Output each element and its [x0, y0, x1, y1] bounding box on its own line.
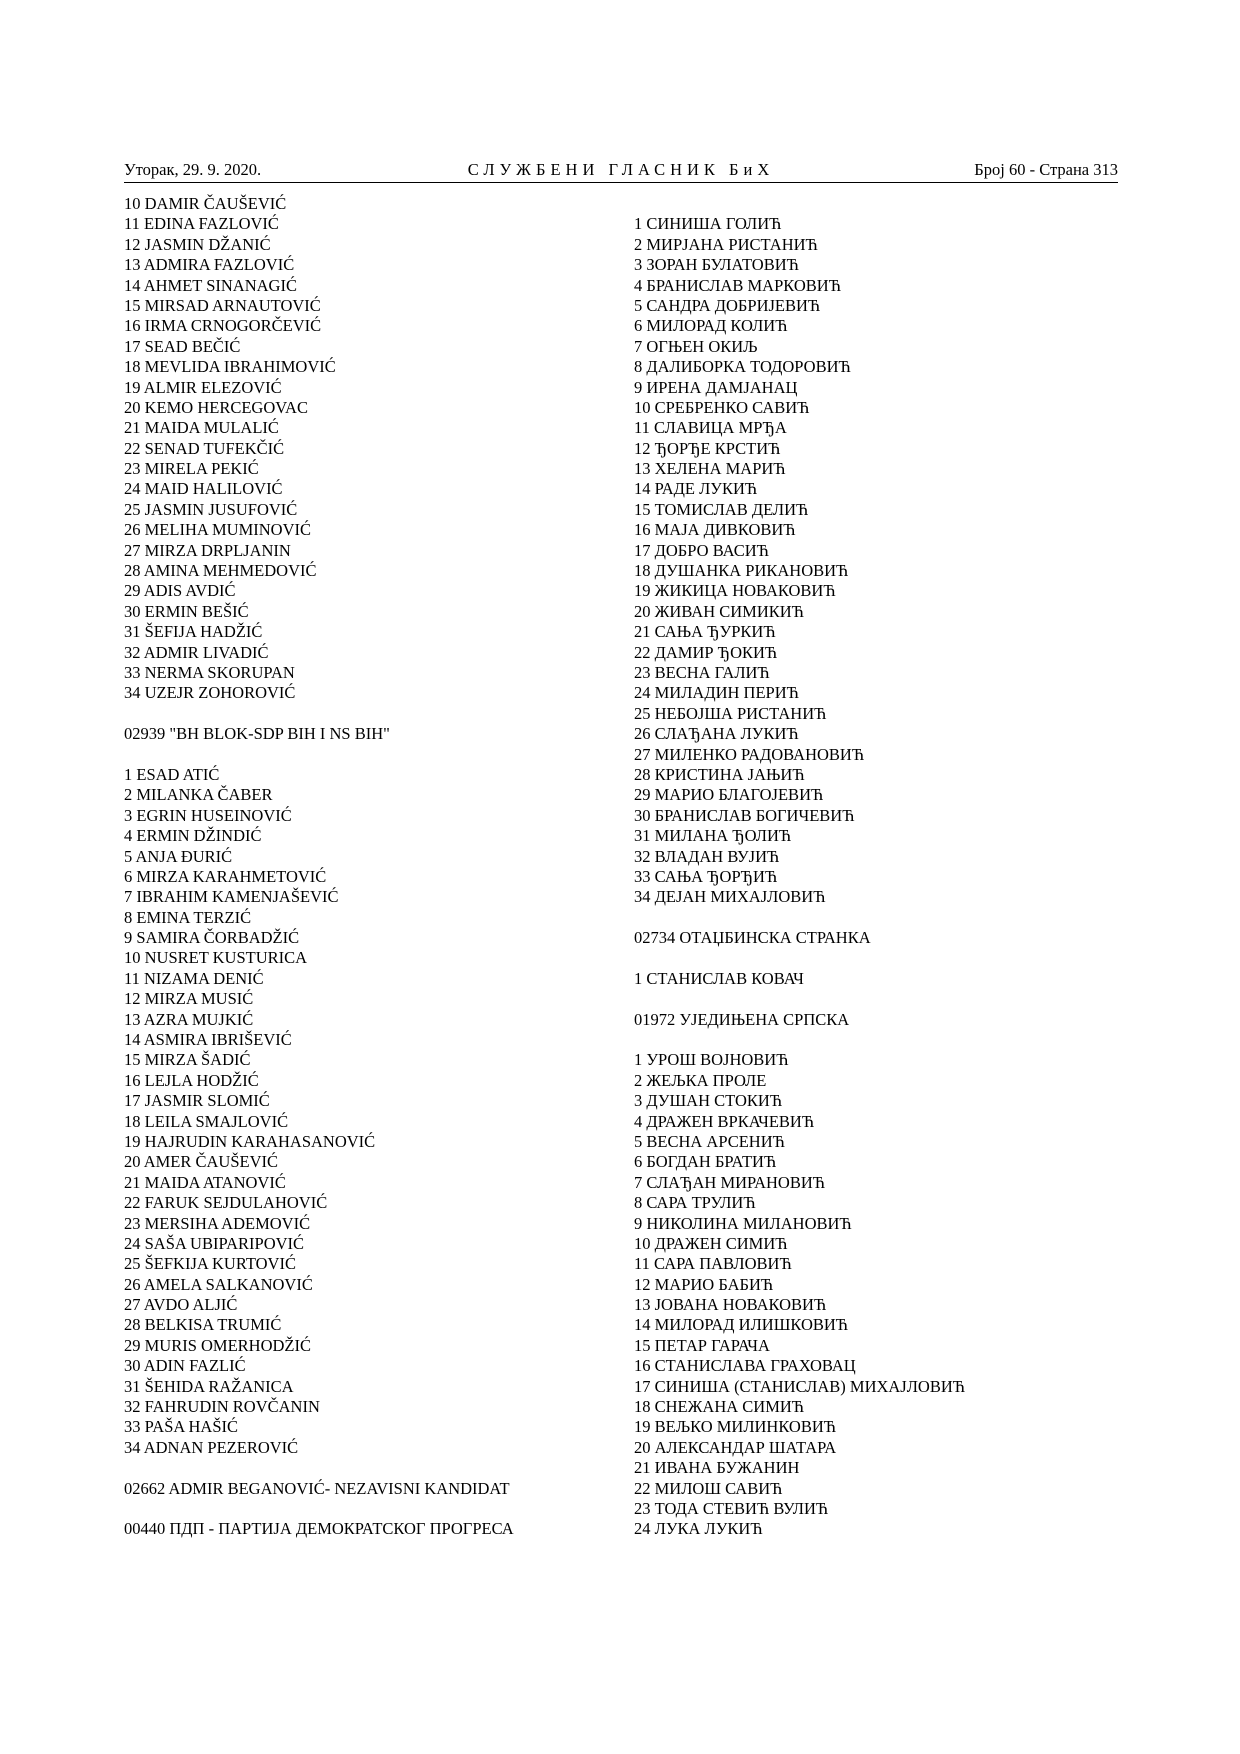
- candidate-entry: 21 MAIDA ATANOVIĆ: [124, 1172, 286, 1192]
- candidate-entry: 33 NERMA SKORUPAN: [124, 662, 295, 682]
- candidate-entry: 17 SEAD BEČIĆ: [124, 336, 241, 356]
- candidate-entry: 25 ŠEFKIJA KURTOVIĆ: [124, 1254, 296, 1274]
- blank-line: [124, 1499, 604, 1519]
- candidate-entry: 13 ADMIRA FAZLOVIĆ: [124, 255, 295, 275]
- candidate-entry: 31 МИЛАНА ЂОЛИЋ: [634, 826, 792, 846]
- candidate-entry: 16 СТАНИСЛАВА ГРАХОВАЦ: [634, 1356, 856, 1376]
- candidate-entry: 23 MERSIHA ADEMOVIĆ: [124, 1213, 311, 1233]
- candidate-entry: 14 AHMET SINANAGIĆ: [124, 275, 297, 295]
- candidate-entry: 17 ДОБРО ВАСИЋ: [634, 540, 769, 560]
- blank-line: [634, 989, 1114, 1009]
- candidate-entry: 25 НЕБОЈША РИСТАНИЋ: [634, 703, 827, 723]
- candidate-entry: 3 ДУШАН СТОКИЋ: [634, 1091, 783, 1111]
- candidate-entry: 15 ПЕТАР ГАРАЧА: [634, 1335, 770, 1355]
- party-heading: 00440 ПДП - ПАРТИЈА ДЕМОКРАТСКОГ ПРОГРЕСА: [124, 1519, 514, 1539]
- candidate-entry: 21 ИВАНА БУЖАНИН: [634, 1458, 800, 1478]
- candidate-entry: 26 AMELA SALKANOVIĆ: [124, 1274, 313, 1294]
- page-header: [124, 158, 1118, 183]
- candidate-entry: 16 IRMA CRNOGORČEVIĆ: [124, 316, 322, 336]
- candidate-entry: 32 ВЛАДАН ВУЈИЋ: [634, 846, 780, 866]
- candidate-entry: 16 LEJLA HODŽIĆ: [124, 1070, 259, 1090]
- candidate-entry: 22 МИЛОШ САВИЋ: [634, 1478, 783, 1498]
- candidate-entry: 13 ЈОВАНА НОВАКОВИЋ: [634, 1295, 827, 1315]
- candidate-entry: 1 СТАНИСЛАВ КОВАЧ: [634, 968, 804, 988]
- candidate-entry: 27 МИЛЕНКО РАДОВАНОВИЋ: [634, 744, 865, 764]
- candidate-entry: 30 ADIN FAZLIĆ: [124, 1356, 246, 1376]
- party-heading: 02662 ADMIR BEGANOVIĆ- NEZAVISNI KANDIDAT: [124, 1478, 510, 1498]
- candidate-entry: 10 ДРАЖЕН СИМИЋ: [634, 1233, 788, 1253]
- candidate-entry: 25 JASMIN JUSUFOVIĆ: [124, 499, 298, 519]
- candidate-entry: 1 ESAD ATIĆ: [124, 764, 220, 784]
- candidate-entry: 34 ДЕЈАН МИХАЈЛОВИЋ: [634, 887, 826, 907]
- candidate-entry: 1 СИНИША ГОЛИЋ: [634, 214, 782, 234]
- candidate-entry: 5 ANJA ĐURIĆ: [124, 846, 233, 866]
- blank-line: [634, 948, 1114, 968]
- candidate-entry: 24 ЛУКА ЛУКИЋ: [634, 1519, 763, 1539]
- blank-line: [634, 1030, 1114, 1050]
- candidate-entry: 11 САРА ПАВЛОВИЋ: [634, 1254, 792, 1274]
- candidate-entry: 20 ЖИВАН СИМИКИЋ: [634, 601, 804, 621]
- header-publication-title: СЛУЖБЕНИ ГЛАСНИК БиХ: [467, 160, 775, 179]
- candidate-entry: 27 MIRZA DRPLJANIN: [124, 540, 291, 560]
- candidate-entry: 4 ERMIN DŽINDIĆ: [124, 826, 262, 846]
- candidate-entry: 23 ВЕСНА ГАЛИЋ: [634, 662, 770, 682]
- candidate-entry: 29 МАРИО БЛАГОЈЕВИЋ: [634, 785, 824, 805]
- candidate-entry: 13 ХЕЛЕНА МАРИЋ: [634, 459, 786, 479]
- blank-line: [124, 1458, 604, 1478]
- blank-line: [634, 908, 1114, 928]
- candidate-entry: 34 UZEJR ZOHOROVIĆ: [124, 683, 296, 703]
- candidate-entry: 27 AVDO ALJIĆ: [124, 1295, 238, 1315]
- candidate-entry: 9 SAMIRA ČORBADŽIĆ: [124, 928, 300, 948]
- candidate-entry: 7 IBRAHIM KAMENJAŠEVIĆ: [124, 887, 339, 907]
- candidate-entry: 22 ДАМИР ЂОКИЋ: [634, 642, 778, 662]
- party-heading: 02939 "BH BLOK-SDP BIH I NS BIH": [124, 724, 390, 744]
- candidate-entry: 12 МАРИО БАБИЋ: [634, 1274, 774, 1294]
- candidate-entry: 32 ADMIR LIVADIĆ: [124, 642, 269, 662]
- candidate-entry: 12 ЂОРЂЕ КРСТИЋ: [634, 438, 781, 458]
- header-page-info: Број 60 - Страна 313: [974, 160, 1118, 179]
- candidate-entry: 18 LEILA SMAJLOVIĆ: [124, 1111, 289, 1131]
- candidate-entry: 18 СНЕЖАНА СИМИЋ: [634, 1397, 805, 1417]
- candidate-entry: 2 ЖЕЉКА ПРОЛЕ: [634, 1070, 767, 1090]
- candidate-entry: 3 ЗОРАН БУЛАТОВИЋ: [634, 255, 799, 275]
- candidate-entry: 19 ALMIR ELEZOVIĆ: [124, 377, 282, 397]
- candidate-entry: 31 ŠEHIDA RAŽANICA: [124, 1376, 294, 1396]
- candidate-entry: 17 JASMIR SLOMIĆ: [124, 1091, 270, 1111]
- candidate-entry: 14 МИЛОРАД ИЛИШКОВИЋ: [634, 1315, 849, 1335]
- candidate-entry: 19 ВЕЉКО МИЛИНКОВИЋ: [634, 1417, 837, 1437]
- candidate-entry: 18 MEVLIDA IBRAHIMOVIĆ: [124, 357, 336, 377]
- candidate-entry: 21 MAIDA MULALIĆ: [124, 418, 279, 438]
- blank-line: [124, 704, 604, 724]
- candidate-entry: 14 ASMIRA IBRIŠEVIĆ: [124, 1030, 292, 1050]
- candidate-entry: 3 EGRIN HUSEINOVIĆ: [124, 805, 292, 825]
- right-column: [634, 194, 1114, 1540]
- candidate-entry: 23 MIRELA PEKIĆ: [124, 459, 259, 479]
- candidate-entry: 10 NUSRET KUSTURICA: [124, 948, 308, 968]
- candidate-entry: 26 СЛАЂАНА ЛУКИЋ: [634, 724, 799, 744]
- candidate-entry: 15 MIRZA ŠADIĆ: [124, 1050, 251, 1070]
- candidate-entry: 22 FARUK SEJDULAHOVIĆ: [124, 1193, 328, 1213]
- candidate-entry: 33 PAŠA HAŠIĆ: [124, 1417, 239, 1437]
- candidate-entry: 2 MILANKA ČABER: [124, 785, 273, 805]
- candidate-entry: 28 BELKISA TRUMIĆ: [124, 1315, 282, 1335]
- candidate-entry: 14 РАДЕ ЛУКИЋ: [634, 479, 758, 499]
- candidate-entry: 16 МАЈА ДИВКОВИЋ: [634, 520, 796, 540]
- blank-line: [634, 194, 1114, 214]
- blank-line: [124, 745, 604, 765]
- candidate-entry: 7 ОГЊЕН ОКИЉ: [634, 336, 758, 356]
- candidate-entry: 9 ИРЕНА ДАМЈАНАЦ: [634, 377, 798, 397]
- candidate-entry: 7 СЛАЂАН МИРАНОВИЋ: [634, 1172, 825, 1192]
- candidate-entry: 30 ERMIN BEŠIĆ: [124, 601, 249, 621]
- candidate-entry: 10 СРЕБРЕНКО САВИЋ: [634, 397, 810, 417]
- candidate-entry: 5 САНДРА ДОБРИЈЕВИЋ: [634, 295, 821, 315]
- candidate-entry: 12 MIRZA MUSIĆ: [124, 989, 254, 1009]
- candidate-entry: 15 MIRSAD ARNAUTOVIĆ: [124, 295, 321, 315]
- left-column: [124, 194, 604, 1540]
- candidate-entry: 33 САЊА ЂОРЂИЋ: [634, 866, 778, 886]
- candidate-entry: 29 ADIS AVDIĆ: [124, 581, 236, 601]
- header-date: Уторак, 29. 9. 2020.: [124, 160, 262, 179]
- party-heading: 02734 ОТАЏБИНСКА СТРАНКА: [634, 928, 871, 948]
- candidate-entry: 5 ВЕСНА АРСЕНИЋ: [634, 1131, 785, 1151]
- candidate-entry: 21 САЊА ЂУРКИЋ: [634, 622, 776, 642]
- candidate-entry: 31 ŠEFIJA HADŽIĆ: [124, 622, 263, 642]
- candidate-entry: 19 ЖИКИЦА НОВАКОВИЋ: [634, 581, 836, 601]
- candidate-entry: 11 СЛАВИЦА МРЂА: [634, 418, 787, 438]
- candidate-entry: 8 ДАЛИБОРКА ТОДОРОВИЋ: [634, 357, 851, 377]
- candidate-entry: 19 HAJRUDIN KARAHASANOVIĆ: [124, 1131, 376, 1151]
- candidate-entry: 20 AMER ČAUŠEVIĆ: [124, 1152, 279, 1172]
- candidate-entry: 22 SENAD TUFEKČIĆ: [124, 438, 285, 458]
- candidate-entry: 23 ТОДА СТЕВИЋ ВУЛИЋ: [634, 1499, 829, 1518]
- candidate-entry: 10 DAMIR ČAUŠEVIĆ: [124, 194, 287, 213]
- candidate-entry: 20 KEMO HERCEGOVAC: [124, 397, 308, 417]
- candidate-entry: 20 АЛЕКСАНДАР ШАТАРА: [634, 1437, 837, 1457]
- candidate-entry: 28 КРИСТИНА ЈАЊИЋ: [634, 764, 805, 784]
- candidate-entry: 24 SAŠA UBIPARIPOVIĆ: [124, 1233, 305, 1253]
- candidate-entry: 12 JASMIN DŽANIĆ: [124, 234, 271, 254]
- candidate-entry: 9 НИКОЛИНА МИЛАНОВИЋ: [634, 1213, 852, 1233]
- candidate-entry: 11 NIZAMA DENIĆ: [124, 968, 264, 988]
- candidate-entry: 6 MIRZA KARAHMETOVIĆ: [124, 866, 327, 886]
- candidate-entry: 11 EDINA FAZLOVIĆ: [124, 214, 279, 234]
- party-heading: 01972 УЈЕДИЊЕНА СРПСКА: [634, 1009, 850, 1029]
- candidate-entry: 1 УРОШ ВОЈНОВИЋ: [634, 1050, 789, 1070]
- candidate-entry: 28 AMINA MEHMEDOVIĆ: [124, 561, 317, 581]
- candidate-entry: 2 МИРЈАНА РИСТАНИЋ: [634, 234, 818, 254]
- candidate-entry: 32 FAHRUDIN ROVČANIN: [124, 1397, 320, 1417]
- candidate-entry: 8 EMINA TERZIĆ: [124, 907, 252, 927]
- candidate-entry: 29 MURIS OMERHODŽIĆ: [124, 1335, 312, 1355]
- candidate-entry: 4 ДРАЖЕН ВРКАЧЕВИЋ: [634, 1111, 815, 1131]
- candidate-entry: 24 МИЛАДИН ПЕРИЋ: [634, 683, 799, 703]
- candidate-entry: 4 БРАНИСЛАВ МАРКОВИЋ: [634, 275, 841, 295]
- candidate-entry: 13 AZRA MUJKIĆ: [124, 1009, 254, 1029]
- candidate-entry: 24 MAID HALILOVIĆ: [124, 479, 283, 499]
- candidate-entry: 6 БОГДАН БРАТИЋ: [634, 1152, 777, 1172]
- candidate-entry: 6 МИЛОРАД КОЛИЋ: [634, 316, 788, 336]
- candidate-entry: 26 MELIHA MUMINOVIĆ: [124, 520, 311, 540]
- candidate-entry: 18 ДУШАНКА РИКАНОВИЋ: [634, 561, 849, 581]
- candidate-entry: 34 ADNAN PEZEROVIĆ: [124, 1437, 299, 1457]
- candidate-entry: 17 СИНИША (СТАНИСЛАВ) МИХАЈЛОВИЋ: [634, 1376, 965, 1396]
- candidate-entry: 15 ТОМИСЛАВ ДЕЛИЋ: [634, 499, 809, 519]
- candidate-entry: 30 БРАНИСЛАВ БОГИЧЕВИЋ: [634, 805, 855, 825]
- candidate-entry: 8 САРА ТРУЛИЋ: [634, 1193, 756, 1213]
